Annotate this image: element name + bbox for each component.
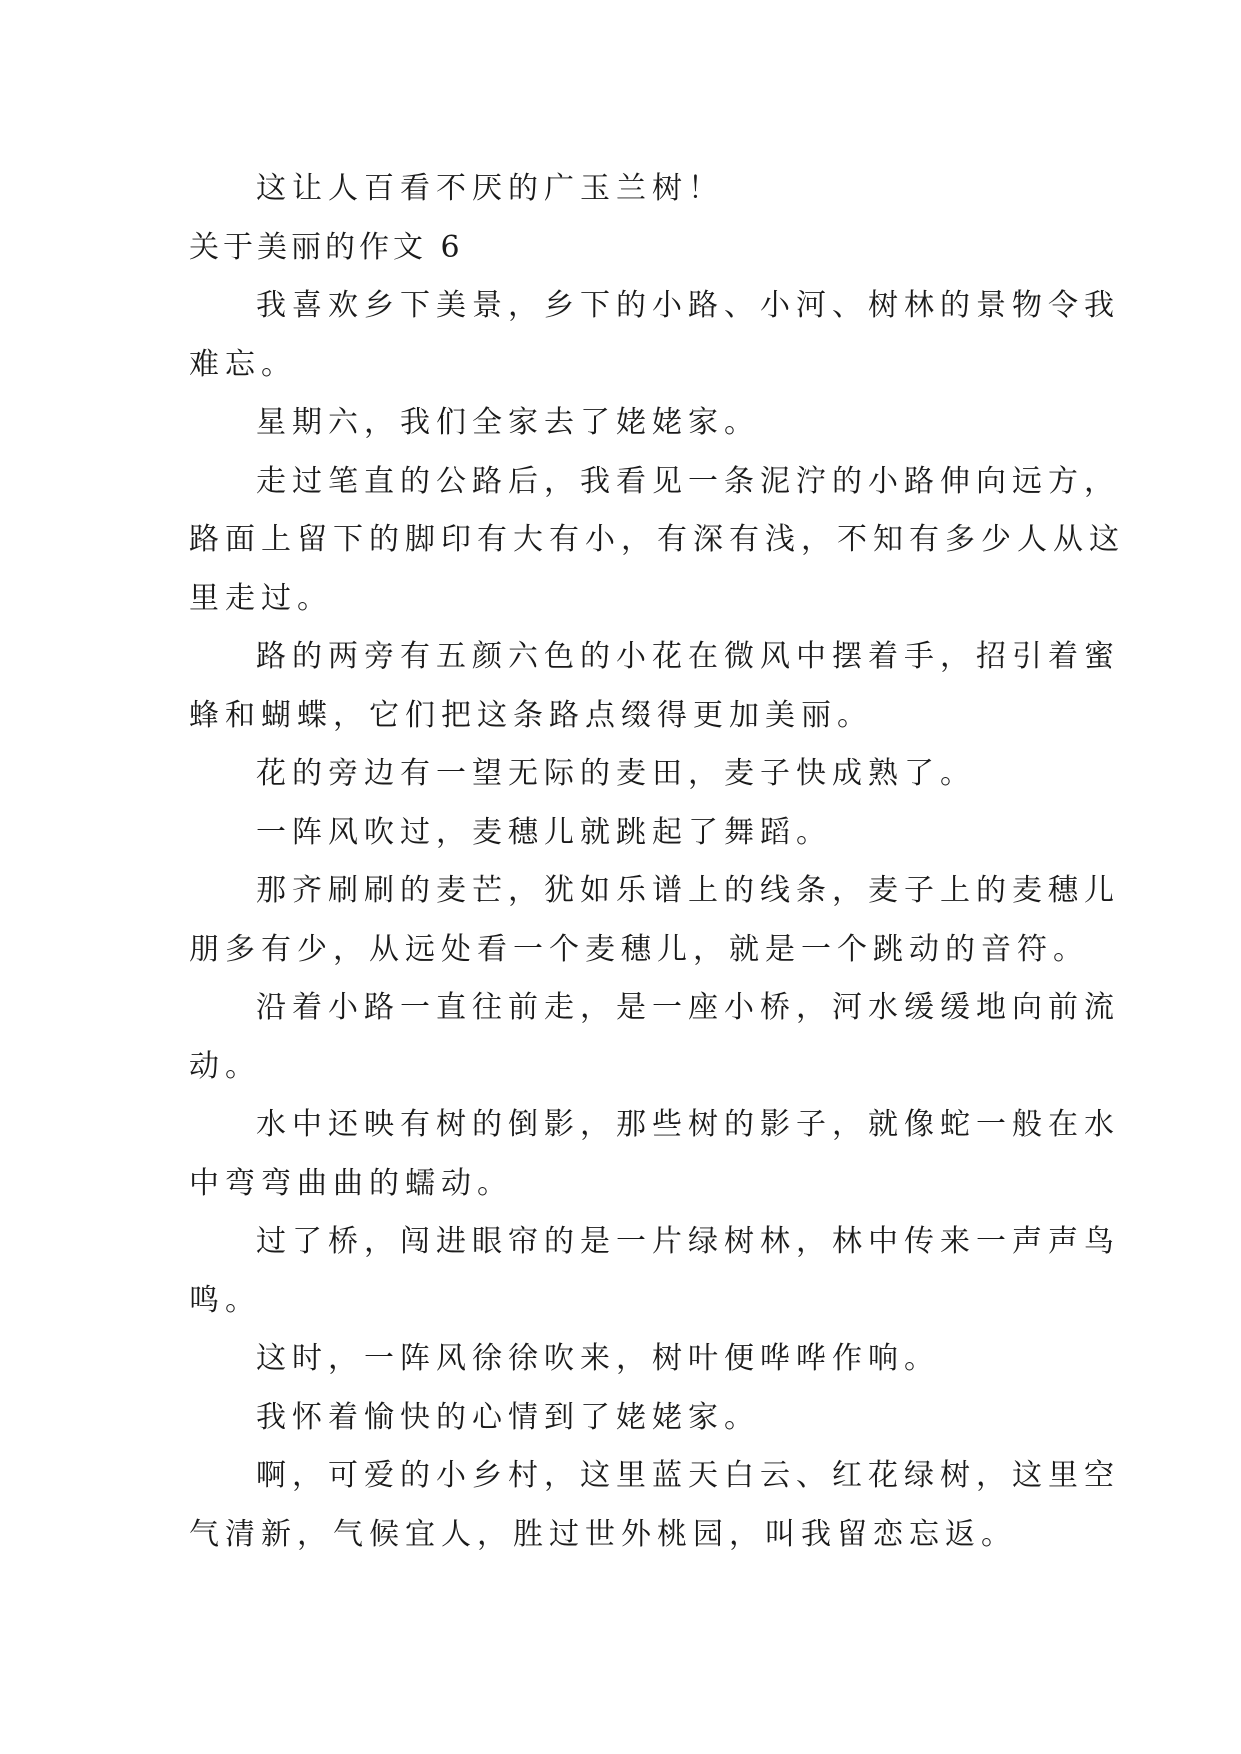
text-line: 路面上留下的脚印有大有小，有深有浅，不知有多少人从这 xyxy=(189,522,1125,557)
text-line: 里走过。 xyxy=(189,580,333,616)
text-line: 气清新，气候宜人，胜过世外桃园，叫我留恋忘返。 xyxy=(189,1516,1017,1552)
text-line: 过了桥，闯进眼帘的是一片绿树林，林中传来一声声鸟 xyxy=(256,1224,1120,1259)
text-line: 鸣。 xyxy=(189,1282,261,1318)
text-line: 我喜欢乡下美景，乡下的小路、小河、树林的景物令我 xyxy=(256,288,1120,323)
text-line: 这让人百看不厌的广玉兰树！ xyxy=(256,171,724,206)
text-line: 动。 xyxy=(189,1048,261,1084)
text-line: 朋多有少，从远处看一个麦穗儿，就是一个跳动的音符。 xyxy=(189,931,1089,967)
section-heading: 关于美丽的作文 6 xyxy=(189,229,464,265)
text-line: 星期六，我们全家去了姥姥家。 xyxy=(256,405,760,440)
text-line: 我怀着愉快的心情到了姥姥家。 xyxy=(256,1399,760,1435)
text-line: 沿着小路一直往前走，是一座小桥，河水缓缓地向前流 xyxy=(256,990,1120,1025)
text-line: 水中还映有树的倒影，那些树的影子，就像蛇一般在水 xyxy=(256,1107,1120,1142)
text-line: 难忘。 xyxy=(189,346,297,382)
text-line: 中弯弯曲曲的蠕动。 xyxy=(189,1165,513,1201)
text-line: 路的两旁有五颜六色的小花在微风中摆着手，招引着蜜 xyxy=(256,639,1120,674)
text-line: 那齐刷刷的麦芒，犹如乐谱上的线条，麦子上的麦穗儿 xyxy=(256,873,1120,908)
text-line: 花的旁边有一望无际的麦田，麦子快成熟了。 xyxy=(256,756,976,791)
text-line: 啊，可爱的小乡村，这里蓝天白云、红花绿树，这里空 xyxy=(256,1458,1120,1493)
document-body xyxy=(189,160,1125,1564)
text-line: 这时，一阵风徐徐吹来，树叶便哗哗作响。 xyxy=(256,1341,940,1376)
text-line: 蜂和蝴蝶，它们把这条路点缀得更加美丽。 xyxy=(189,697,873,733)
text-line: 一阵风吹过，麦穗儿就跳起了舞蹈。 xyxy=(256,814,832,850)
text-line: 走过笔直的公路后，我看见一条泥泞的小路伸向远方， xyxy=(256,463,1120,499)
